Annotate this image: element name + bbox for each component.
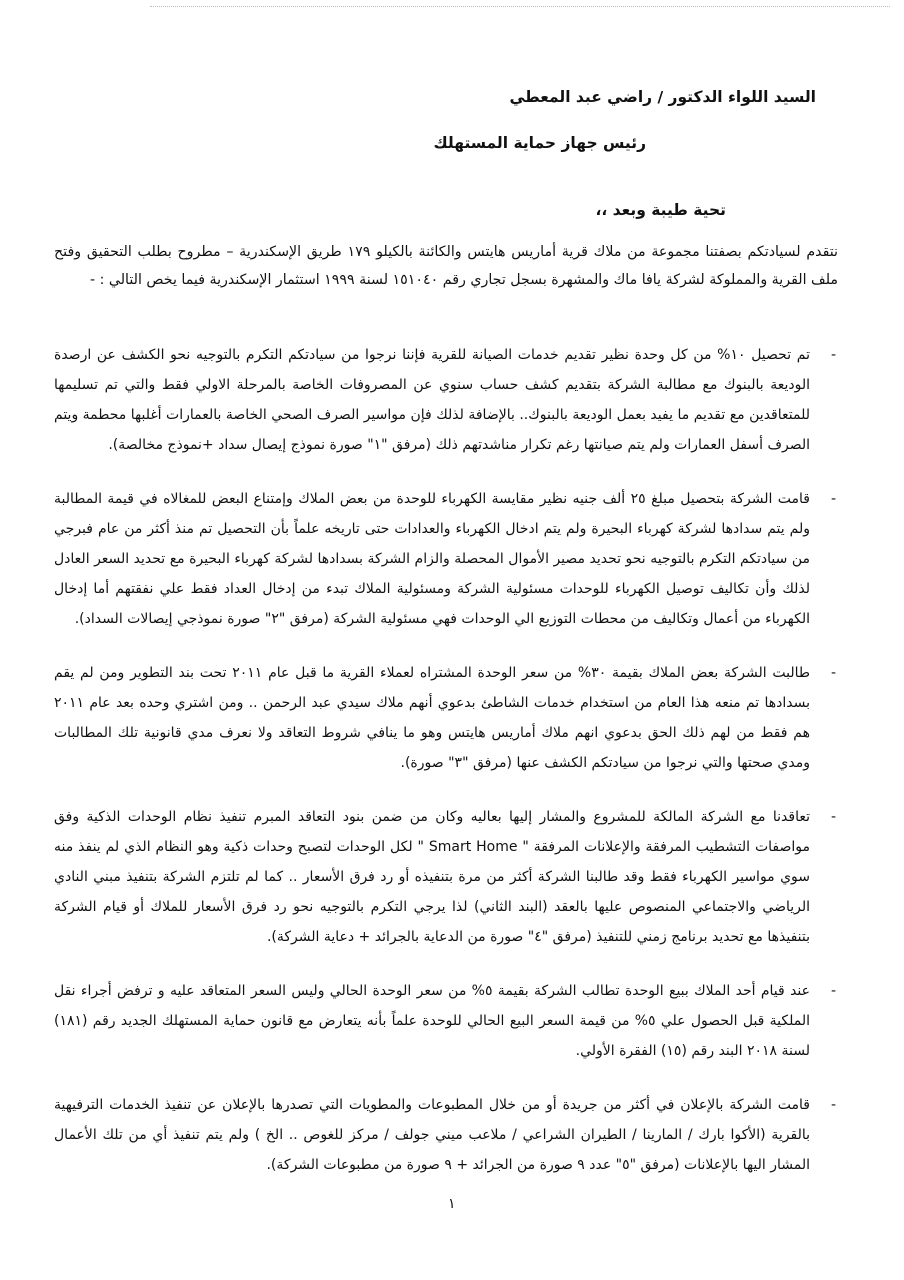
list-item	[54, 484, 838, 634]
intro-paragraph: نتقدم لسيادتكم بصفتنا مجموعة من ملاك قرية أماريس هايتس والكائنة بالكيلو ١٧٩ طريق الإسكندرية – مطروح بطلب التحقيق وفتح ملف القرية والمملوكة لشركة يافا ماك والمشهرة بسجل تجاري رقم ١٥١٠٤٠ لسنة ١٩٩٩ استثمار الإسكندرية فيما يخص التالي : -	[54, 244, 838, 288]
list-item	[54, 340, 838, 460]
list-item-text: تم تحصيل ١٠% من كل وحدة نظير تقديم خدمات الصيانة للقرية فإننا نرجوا من سيادتكم التكرم بالتوجيه نحو الكشف عن ارصدة الوديعة بالبنوك مع مطالبة الشركة بتقديم كشف حساب سنوي عن المصروفات الخاصة بالمرحلة الاولي فقط والتي تم تسليمها للمتعاقدين مع تقديم ما يفيد بعمل الوديعة بالبنوك.. بالإضافة لذلك فإن مواسير الصرف الصحي الخاصة بالعمارات أغلبها محطمة ويتم الصرف أسفل العمارات ولم يتم صيانتها رغم تكرار مناشدتهم ذلك (مرفق "١" صورة نموذج إيصال سداد +نموذج مخالصة).	[54, 347, 811, 453]
bullet-dash: -	[830, 983, 836, 999]
page-number: ١	[448, 1196, 456, 1212]
bullet-dash: -	[830, 809, 836, 825]
bullet-dash: -	[830, 665, 836, 681]
list-item	[54, 976, 838, 1066]
list-item-text: تعاقدنا مع الشركة المالكة للمشروع والمشار إليها بعاليه وكان من ضمن بنود التعاقد المبرم تنفيذ نظام الوحدات الذكية وفق مواصفات التشطيب المرفقة والإعلانات المرفقة " Smart Home " لكل الوحدات لتصبح وحدات ذكية وهو النظام الذي لم ينفذ منه سوي مواسير الكهرباء فقط وقد طالبنا الشركة أكثر من مرة بتنفيذه أو رد فرق الأسعار .. كما لم تلتزم الشركة بتنفيذ مبني النادي الرياضي والاجتماعي المنصوص عليها بالعقد (البند الثاني) لذا يرجي التكرم بالتوجيه نحو رد فرق الأسعار للملاك أو قيام الشركة بتنفيذها مع تحديد برنامج زمني للتنفيذ (مرفق "٤" صورة من الدعاية بالجرائد + دعاية الشركة).	[54, 809, 810, 945]
complaint-list	[54, 340, 838, 1204]
list-item-text: قامت الشركة بتحصيل مبلغ ٢٥ ألف جنيه نظير مقايسة الكهرباء للوحدة من بعض الملاك وإمتناع البعض للمغالاه في قيمة المطالبة ولم يتم سدادها لشركة كهرباء البحيرة ولم يتم ادخال الكهرباء والعدادات حتى تاريخه علماً بأن التحصيل تم منذ أكثر من عام فبرجي من سيادتكم التكرم بالتوجيه نحو تحديد مصير الأموال المحصلة والزام الشركة بسدادها لشركة كهرباء البحيرة مع تحديد السعر العادل لذلك وأن تكاليف توصيل الكهرباء للوحدات مسئولية الشركة ومسئولية الملاك تبدء من إدخال العداد فقط علي نفقتهم أما إدخال الكهرباء من أعمال وتكاليف من محطات التوزيع الي الوحدات فهي مسئولية الشركة (مرفق "٢" صورة نموذجي إيصالات السداد).	[54, 491, 811, 627]
list-item-text: طالبت الشركة بعض الملاك بقيمة ٣٠% من سعر الوحدة المشتراه لعملاء القرية ما قبل عام ٢٠١١ تحت بند التطوير ومن لم يقم بسدادها تم منعه هذا العام من استخدام خدمات الشاطئ بدعوي أنهم ملاك سيدي عبد الرحمن .. ومن اشتري وحده بعد عام ٢٠١١ هم فقط من لهم ذلك الحق بدعوي انهم ملاك أماريس هايتس وهو ما ينافي شروط التعاقد ولا نعرف مدي قانونية تلك المطالبات ومدي صحتها والتي نرجوا من سيادتكم الكشف عنها (مرفق "٣" صورة).	[54, 665, 810, 771]
list-item-text: عند قيام أحد الملاك ببيع الوحدة تطالب الشركة بقيمة ٥% من سعر الوحدة الحالي وليس السعر المتعاقد عليه و ترفض أجراء نقل الملكية قبل الحصول علي ٥% من قيمة السعر البيع الحالي للوحدة علماً بأنه يتعارض مع قانون حماية المستهلك الجديد رقم (١٨١) لسنة ٢٠١٨ البند رقم (١٥) الفقرة الأولي.	[54, 983, 811, 1059]
list-item	[54, 658, 838, 778]
list-item-text: قامت الشركة بالإعلان في أكثر من جريدة أو من خلال المطبوعات والمطويات التي تصدرها بالإعلان عن تنفيذ الخدمات الترفيهية بالقرية (الأكوا بارك / المارينا / الطيران الشراعي / ملاعب ميني جولف / مركز للغوص .. الخ ) ولم يتم تنفيذ أي من تلك الأعمال المشار اليها بالإعلانات (مرفق "٥" عدد ٩ صورة من الجرائد + ٩ صورة من مطبوعات الشركة).	[54, 1097, 810, 1173]
list-item	[54, 802, 838, 952]
list-item	[54, 1090, 838, 1180]
bullet-dash: -	[830, 1097, 836, 1113]
bullet-dash: -	[830, 347, 836, 363]
addressee: السيد اللواء الدكتور / راضي عبد المعطي	[509, 88, 816, 106]
greeting: تحية طيبة وبعد ،،	[595, 201, 726, 219]
scan-top-border	[150, 6, 890, 7]
bullet-dash: -	[830, 491, 836, 507]
recipient-title: رئيس جهاز حماية المستهلك	[433, 134, 646, 152]
